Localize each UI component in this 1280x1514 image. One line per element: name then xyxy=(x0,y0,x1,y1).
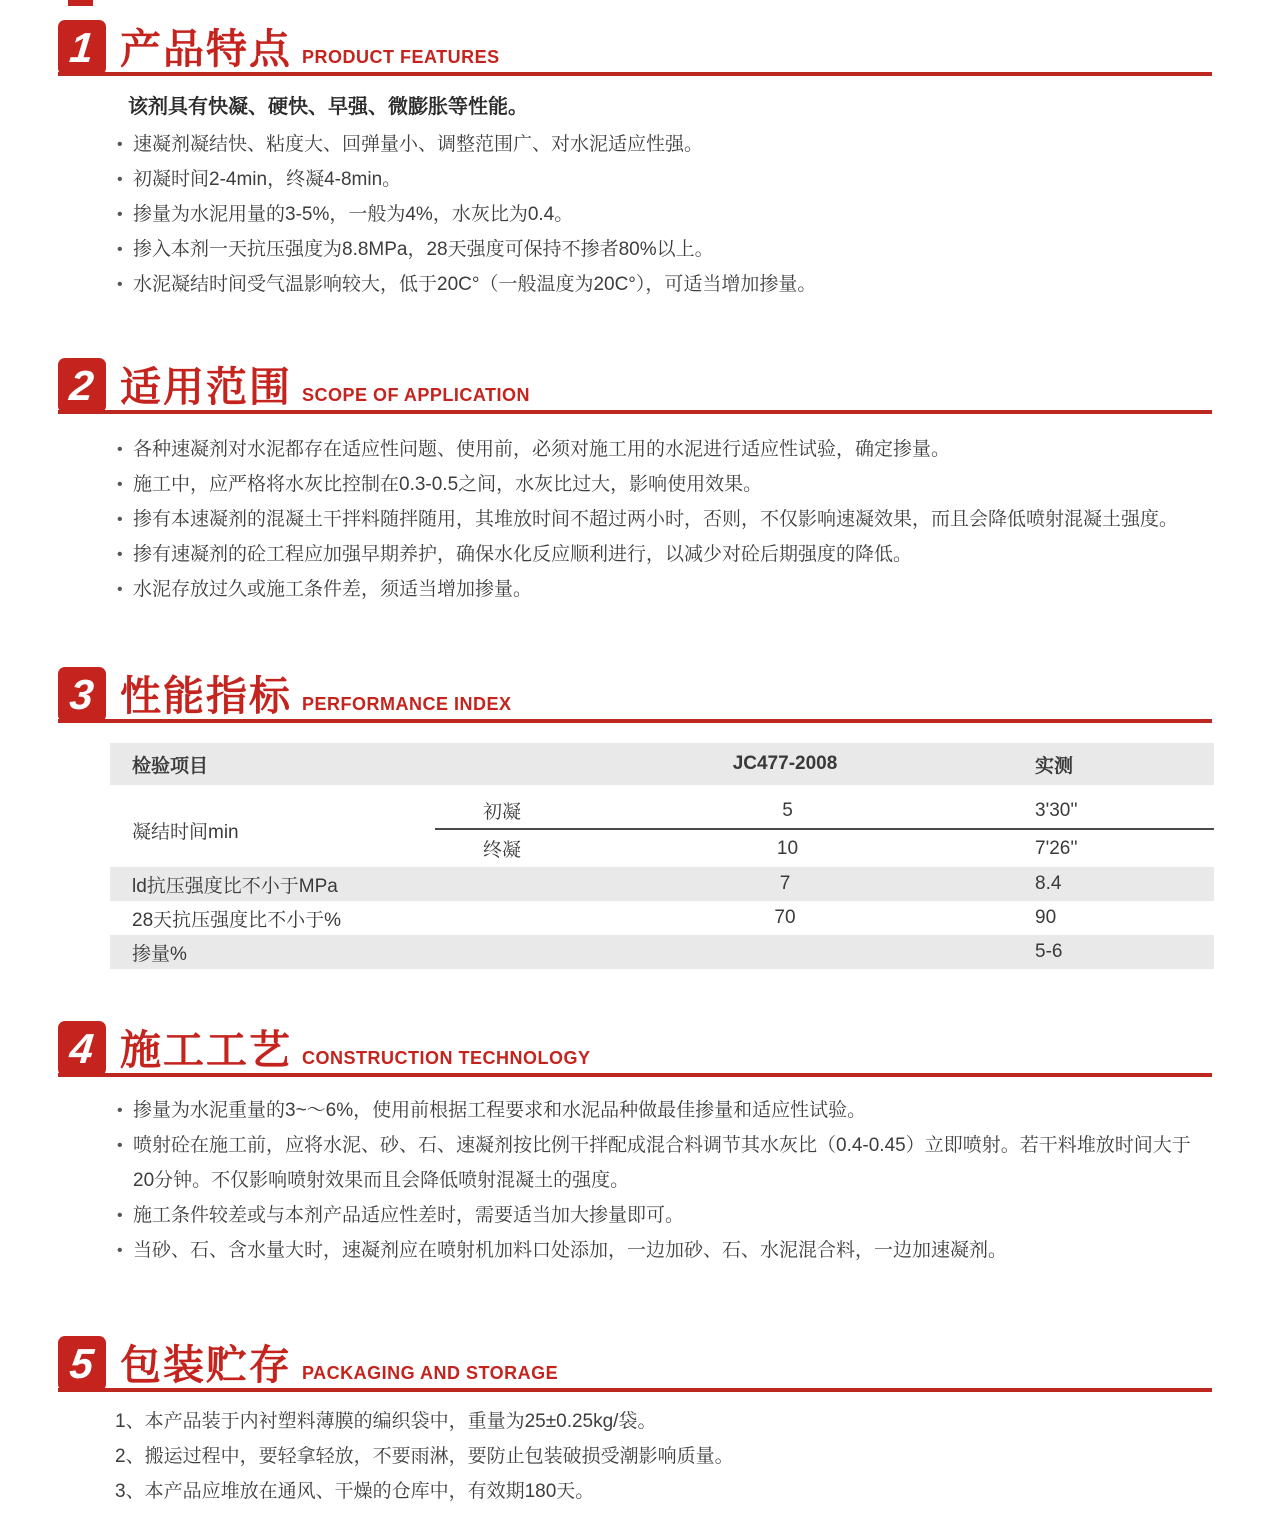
packaging-list xyxy=(115,1404,1210,1509)
section-title-zh: 包装贮存 xyxy=(120,1342,292,1388)
list-item: • 掺量为水泥重量的3~～6%，使用前根据工程要求和水泥品种做最佳掺量和适应性试验。 xyxy=(115,1093,1210,1128)
table-row xyxy=(435,830,1214,867)
table-cell-measured: 8.4 xyxy=(1035,873,1062,894)
list-item: • 速凝剂凝结快、粘度大、回弹量小、调整范围广、对水泥适应性强。 xyxy=(115,127,1210,162)
section-title-en: PERFORMANCE INDEX xyxy=(302,694,512,714)
list-item: • 各种速凝剂对水泥都存在适应性问题、使用前，必须对施工用的水泥进行适应性试验，确定掺量。 xyxy=(115,432,1210,467)
list-item: • 施工条件较差或与本剂产品适应性差时，需要适当加大掺量即可。 xyxy=(115,1198,1210,1233)
table-cell-standard: 7 xyxy=(779,873,791,894)
table-row xyxy=(435,793,1214,830)
table-cell-sublabel: 终凝 xyxy=(483,840,522,861)
table-row xyxy=(110,901,1214,935)
section-title-en: PRODUCT FEATURES xyxy=(302,47,500,67)
list-item: • 掺有本速凝剂的混凝土干拌料随拌随用，其堆放时间不超过两小时，否则，不仅影响速凝效果，而且会降低喷射混凝土强度。 xyxy=(115,502,1210,537)
list-item: • 掺有速凝剂的砼工程应加强早期养护，确保水化反应顺利进行，以减少对砼后期强度的降低。 xyxy=(115,537,1210,572)
section-header xyxy=(58,1334,1212,1392)
section-number: 3 xyxy=(67,670,97,718)
table-row xyxy=(110,867,1214,901)
list-item: • 水泥存放过久或施工条件差，须适当增加掺量。 xyxy=(115,572,1210,607)
table-cell-standard: 10 xyxy=(776,837,799,859)
table-header-row xyxy=(110,743,1214,785)
list-item: • 初凝时间2-4min，终凝4-8min。 xyxy=(115,162,1210,197)
table-row xyxy=(110,935,1214,969)
section-product-features xyxy=(58,0,1212,302)
section-title-en: CONSTRUCTION TECHNOLOGY xyxy=(302,1048,591,1068)
section-titles xyxy=(120,673,512,719)
table-cell-measured: 7'26'' xyxy=(1035,837,1078,859)
section-number-badge xyxy=(58,667,106,722)
section-number-badge xyxy=(58,1021,106,1076)
table-cell-label: 28天抗压强度比不小于% xyxy=(132,909,342,931)
table-cell-label: 凝结时间min xyxy=(132,821,239,843)
features-intro: 该剂具有快凝、硬快、早强、微膨胀等性能。 xyxy=(128,96,528,118)
table-cell-measured: 90 xyxy=(1035,907,1057,928)
section-title-zh: 产品特点 xyxy=(120,26,292,72)
table-header-item: 检验项目 xyxy=(132,755,209,777)
section-header xyxy=(58,1019,1212,1077)
setting-time-subrows xyxy=(435,793,1214,867)
table-header-measured: 实测 xyxy=(1035,755,1074,777)
section-number-badge xyxy=(58,20,106,75)
section-header xyxy=(58,356,1212,414)
section-performance-index xyxy=(58,665,1212,969)
section-number-badge xyxy=(58,358,106,413)
construction-list xyxy=(115,1093,1210,1268)
table-cell-standard: 5 xyxy=(782,799,793,821)
section-number-badge xyxy=(58,1336,106,1391)
top-red-mark xyxy=(68,0,93,6)
section-titles xyxy=(120,26,500,72)
section-header xyxy=(58,665,1212,723)
section-underline xyxy=(58,1073,1212,1077)
section-underline xyxy=(58,1388,1212,1392)
section-construction-technology xyxy=(58,1019,1212,1268)
list-item: • 掺量为水泥用量的3-5%，一般为4%，水灰比为0.4。 xyxy=(115,197,1210,232)
section-underline xyxy=(58,410,1212,414)
table-cell-measured: 3'30'' xyxy=(1035,799,1078,821)
section-titles xyxy=(120,1342,559,1388)
section-title-zh: 性能指标 xyxy=(120,673,292,719)
table-cell-label: 掺量% xyxy=(132,943,187,965)
section-titles xyxy=(120,1027,591,1073)
list-item: 1、本产品装于内衬塑料薄膜的编织袋中，重量为25±0.25kg/袋。 xyxy=(115,1411,657,1432)
table-cell-standard: 70 xyxy=(774,907,796,928)
section-number: 4 xyxy=(67,1024,97,1072)
section-packaging-storage xyxy=(58,1334,1212,1509)
performance-table xyxy=(110,743,1214,969)
section-titles xyxy=(120,364,531,410)
list-item: 3、本产品应堆放在通风、干燥的仓库中，有效期180天。 xyxy=(115,1481,595,1502)
section-scope-of-application xyxy=(58,356,1212,607)
setting-time-rowgroup xyxy=(110,793,1214,867)
list-item: 2、搬运过程中，要轻拿轻放，不要雨淋，要防止包装破损受潮影响质量。 xyxy=(115,1446,734,1467)
table-cell-measured: 5-6 xyxy=(1035,941,1063,962)
list-item: • 当砂、石、含水量大时，速凝剂应在喷射机加料口处添加，一边加砂、石、水泥混合料，一边加速凝剂。 xyxy=(115,1233,1210,1268)
scope-list xyxy=(115,432,1210,607)
section-title-zh: 适用范围 xyxy=(120,364,292,410)
table-gap xyxy=(110,785,1214,793)
list-item: • 施工中，应严格将水灰比控制在0.3-0.5之间，水灰比过大，影响使用效果。 xyxy=(115,467,1210,502)
table-header-standard: JC477-2008 xyxy=(732,753,838,774)
table-cell-label: ld抗压强度比不小于MPa xyxy=(132,875,338,897)
section-underline xyxy=(58,72,1212,76)
list-item: • 掺入本剂一天抗压强度为8.8MPa，28天强度可保持不掺者80%以上。 xyxy=(115,232,1210,267)
section-title-zh: 施工工艺 xyxy=(120,1027,292,1073)
section-title-en: SCOPE OF APPLICATION xyxy=(302,385,531,405)
section-number: 5 xyxy=(67,1339,97,1387)
features-list xyxy=(115,127,1210,302)
list-item: • 水泥凝结时间受气温影响较大，低于20C°（一般温度为20C°），可适当增加掺量。 xyxy=(115,267,1210,302)
table-cell-sublabel: 初凝 xyxy=(483,802,522,823)
section-title-en: PACKAGING AND STORAGE xyxy=(302,1363,559,1383)
list-item: • 喷射砼在施工前，应将水泥、砂、石、速凝剂按比例干拌配成混合料调节其水灰比（0.4-0.45）立即喷射。若干料堆放时间大于20分钟。不仅影响喷射效果而且会降低喷射混凝土的强度。 xyxy=(115,1128,1210,1198)
section-number: 2 xyxy=(67,361,97,409)
section-underline xyxy=(58,719,1212,723)
section-number: 1 xyxy=(67,23,97,71)
section-header xyxy=(58,18,1212,76)
